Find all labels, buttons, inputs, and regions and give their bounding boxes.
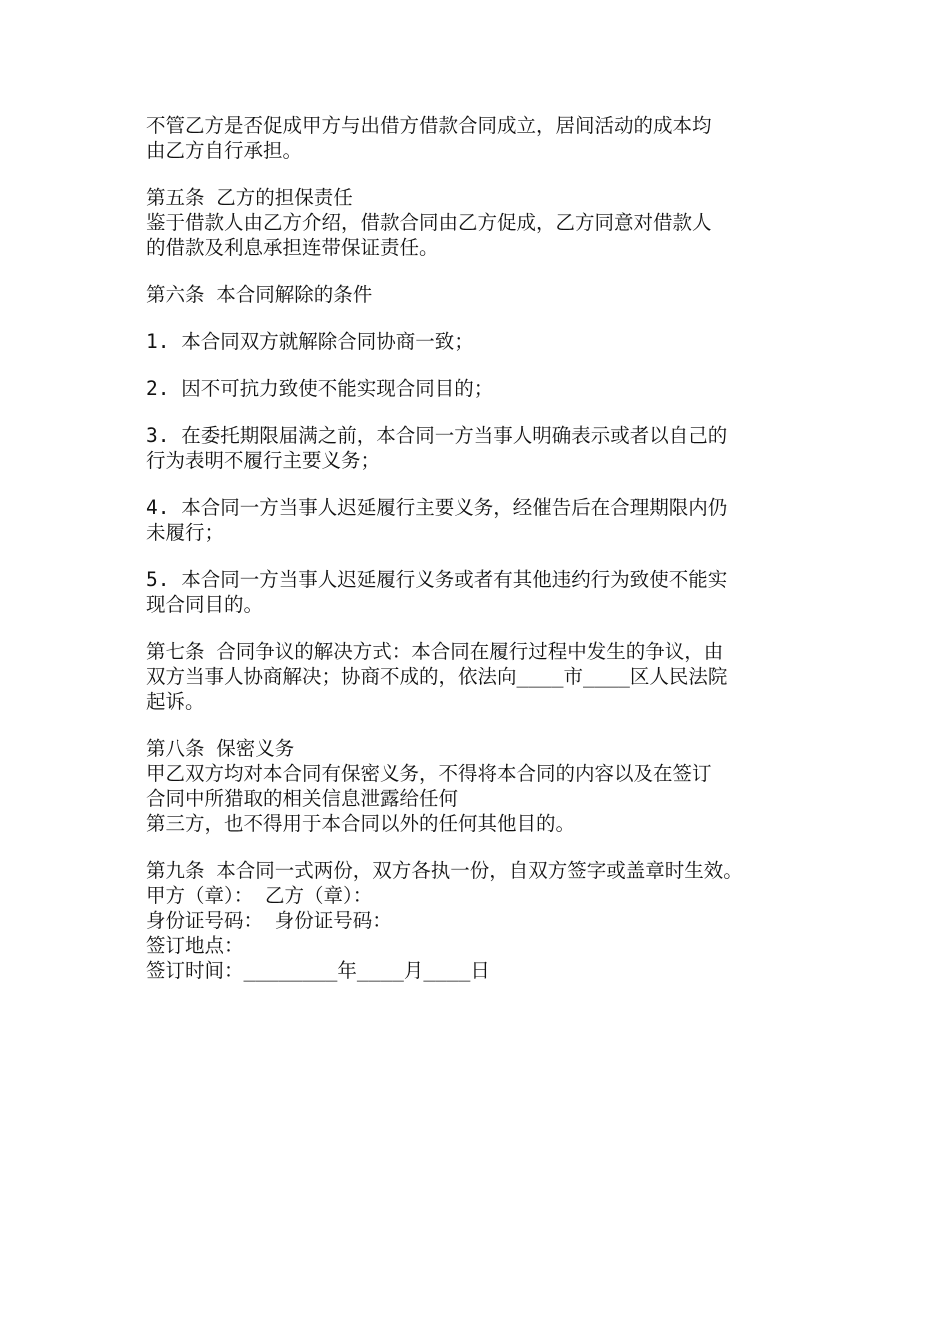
article-8-heading: 第八条 保密义务 [146,737,295,760]
signing-date-line: 签订时间：________年____月____日 [146,959,490,982]
article-7-paragraph [146,639,846,714]
id-number-line: 身份证号码： 身份证号码： [146,909,392,932]
article-6-heading: 第六条 本合同解除的条件 [146,283,373,306]
text-line: 由乙方自行承担。 [146,139,303,162]
text-line: 5. 本合同一方当事人迟延履行义务或者有其他违约行为致使不能实 [146,568,728,591]
text-line: 行为表明不履行主要义务； [146,449,381,472]
text-line: 未履行； [146,521,225,544]
text-line: 4. 本合同一方当事人迟延履行主要义务，经催告后在合理期限内仍 [146,496,728,519]
article-7-heading: 第七条 合同争议的解决方式：本合同在履行过程中发生的争议，由 [146,640,724,663]
signing-place-line: 签订地点： [146,934,244,957]
text-line: 起诉。 [146,690,205,713]
text-line: 2. 因不可抗力致使不能实现合同目的； [146,377,494,400]
party-seal-line: 甲方（章）： 乙方（章）： [146,884,373,907]
text-line: 的借款及利息承担连带保证责任。 [146,236,439,259]
document-body [146,113,846,983]
article-5-heading: 第五条 乙方的担保责任 [146,186,353,209]
text-line: 第三方，也不得用于本合同以外的任何其他目的。 [146,812,576,835]
cost-clause-paragraph [146,113,846,163]
text-line: 鉴于借款人由乙方介绍，借款合同由乙方促成，乙方同意对借款人 [146,211,712,234]
article-6-item-4 [146,495,846,545]
text-line: 甲乙双方均对本合同有保密义务，不得将本合同的内容以及在签订 [146,762,712,785]
article-6-item-3 [146,423,846,473]
article-9-signature-block [146,858,846,983]
article-8-paragraph [146,736,846,836]
text-line: 不管乙方是否促成甲方与出借方借款合同成立，居间活动的成本均 [146,114,712,137]
article-5-paragraph [146,185,846,260]
text-line: 3. 在委托期限届满之前，本合同一方当事人明确表示或者以自己的 [146,424,728,447]
article-6-item-2 [146,376,846,401]
text-line: 现合同目的。 [146,593,264,616]
text-line: 合同中所猎取的相关信息泄露给任何 [146,787,459,810]
article-6-item-1 [146,329,846,354]
text-line: 双方当事人协商解决；协商不成的，依法向____市____区人民法院 [146,665,728,688]
article-9-heading: 第九条 本合同一式两份，双方各执一份，自双方签字或盖章时生效。 [146,859,743,882]
article-6-item-5 [146,567,846,617]
text-line: 1. 本合同双方就解除合同协商一致； [146,330,474,353]
article-6-heading-block [146,282,846,307]
